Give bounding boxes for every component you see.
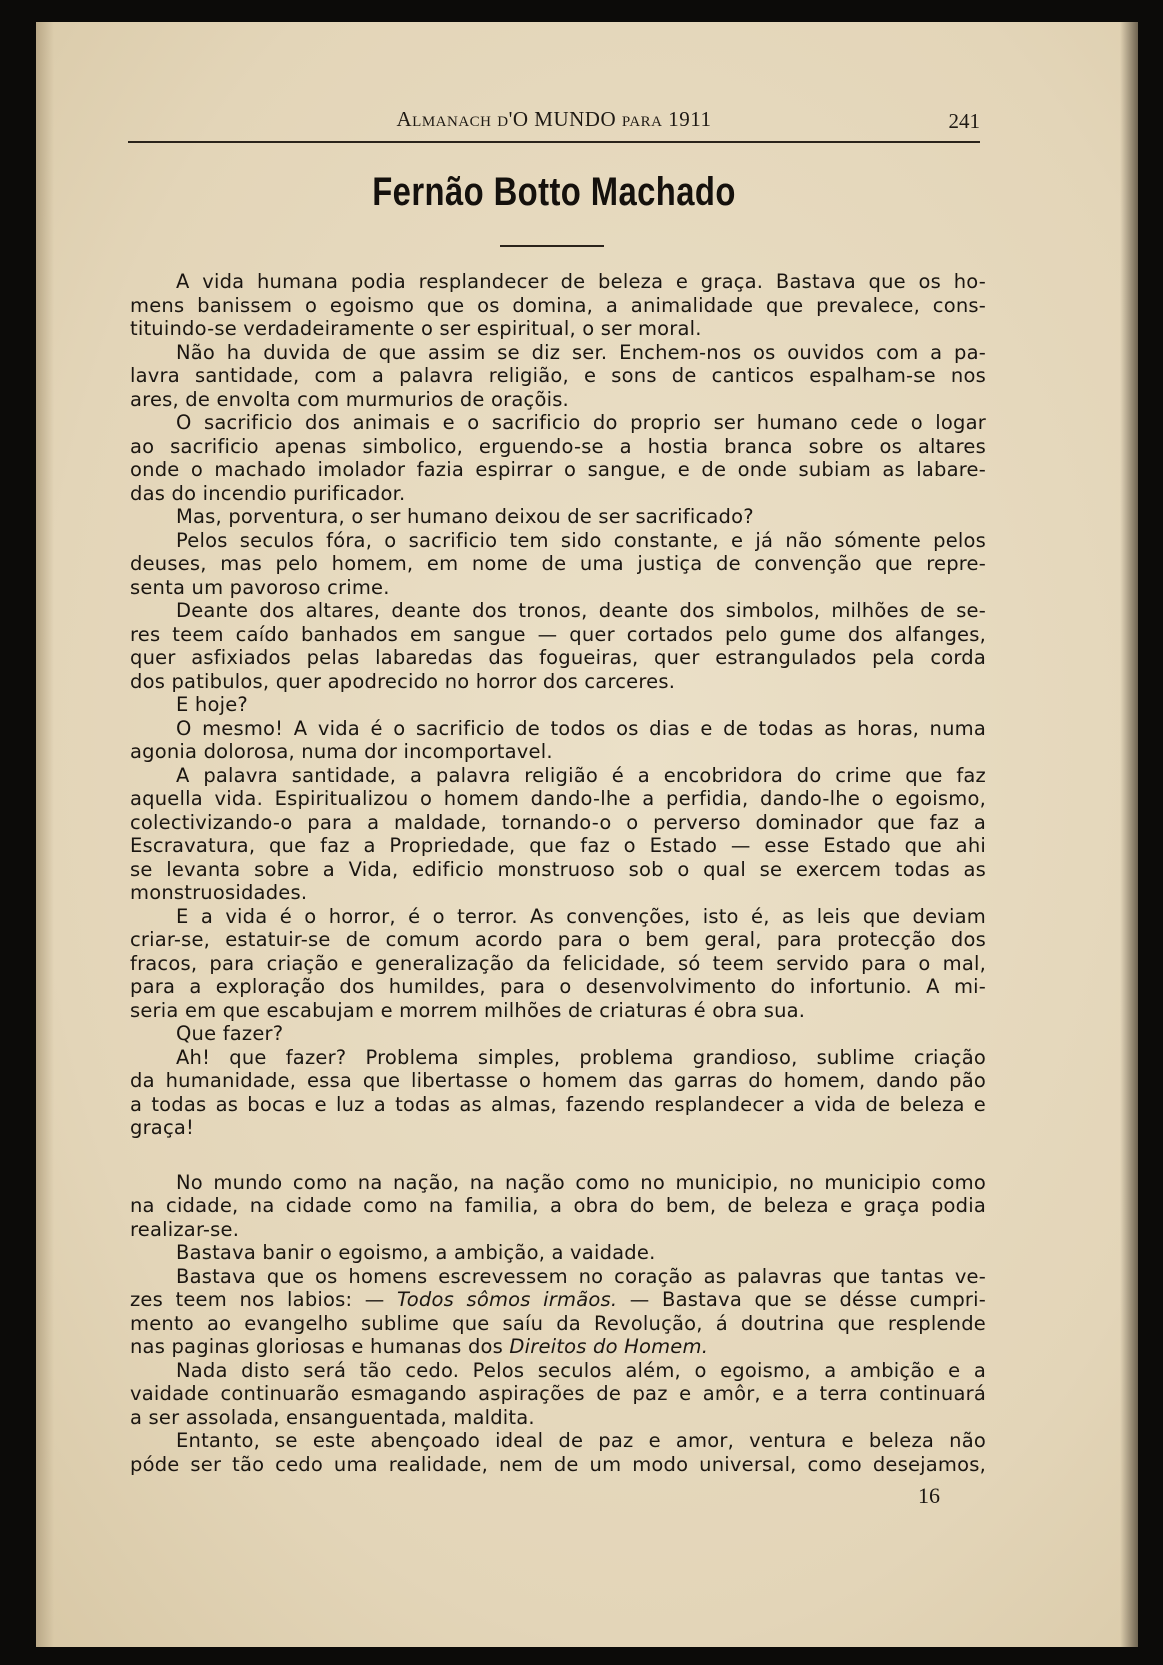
text-line: Nada disto será tão cedo. Pelos seculos além, o egoismo, a ambição e a (176, 1358, 986, 1382)
running-title: Almanach d'O MUNDO para 1911 (396, 107, 712, 131)
text-line: Que fazer? (176, 1022, 284, 1045)
text-line: A vida humana podia resplandecer de beleza e graça. Bastava que os ho- (176, 270, 986, 293)
text-line: onde o machado imolador fazia espirrar o sangue, e de onde subiam as labare- (130, 458, 986, 481)
signature-mark: 16 (918, 1483, 940, 1508)
text-line: da humanidade, essa que libertasse o homem das garras do homem, dando pão (130, 1069, 986, 1092)
text-line: a ser assolada, ensanguentada, maldita. (130, 1405, 535, 1429)
text-line: Entanto, se este abençoado ideal de paz e amor, ventura e beleza não (176, 1429, 986, 1452)
text-line: se levanta sobre a Vida, edificio monstruoso sob o qual se exercem todas as (130, 857, 986, 881)
page-number: 241 (948, 109, 980, 133)
text-line: E a vida é o horror, é o terror. As convenções, isto é, as leis que deviam (176, 904, 986, 928)
text-line: ares, de envolta com murmurios de oraçõis. (130, 387, 569, 411)
text-run: zes teem nos labios: — (130, 1288, 398, 1311)
text-line: tituindo-se verdadeiramente o ser espiritual, o ser moral. (130, 317, 702, 340)
text-line: seria em que escabujam e morrem milhões de criaturas é obra sua. (130, 998, 806, 1022)
text-line: monstruosidades. (130, 881, 308, 904)
text-line: Escravatura, que faz a Propriedade, que faz o Estado — esse Estado que ahi (130, 834, 986, 857)
text-line: fracos, para criação e generalização da felicidade, só teem servido para o mal, (130, 951, 986, 975)
text-line: Bastava que os homens escrevessem no coração as palavras que tantas ve- (176, 1264, 986, 1288)
text-line: a todas as bocas e luz a todas as almas, fazendo resplandecer a vida de beleza e (130, 1092, 986, 1116)
running-header (128, 107, 980, 137)
article-title: Fernão Botto Machado (372, 170, 736, 214)
text-line: dos patibulos, quer apodrecido no horror dos carceres. (130, 669, 676, 693)
text-line: quer asfixiados pelas labaredas das fogueiras, quer estrangulados pela corda (130, 646, 986, 669)
title-rule (500, 245, 604, 247)
italic-text-run: Direitos do Homem. (509, 1335, 709, 1358)
text-line: A palavra santidade, a palavra religião é a encobridora do crime que faz (176, 763, 986, 787)
text-line: realizar-se. (130, 1217, 240, 1241)
text-line: Deante dos altares, deante dos tronos, deante dos simbolos, milhões de se- (176, 599, 986, 622)
text-line: mens banissem o egoismo que os domina, a animalidade que prevalece, cons- (130, 293, 986, 317)
article-body (130, 270, 986, 1476)
text-line: O mesmo! A vida é o sacrificio de todos os dias e de todas as horas, numa (176, 716, 986, 740)
text-line: graça! (130, 1116, 195, 1139)
text-line: E hoje? (176, 693, 248, 716)
text-line: aquella vida. Espiritualizou o homem dando-lhe a perfidia, dando-lhe o egoismo, (130, 787, 986, 810)
text-line: para a exploração dos humildes, para o desenvolvimento do infortunio. A mi- (130, 975, 986, 998)
page-gutter-shadow (36, 22, 54, 1647)
text-line: póde ser tão cedo uma realidade, nem de um modo universal, como desejamos, (130, 1452, 986, 1476)
text-run: nas paginas gloriosas e humanas dos (130, 1335, 510, 1358)
text-line: deuses, mas pelo homem, em nome de uma justiça de convenção que repre- (130, 552, 986, 575)
paragraph-gap (130, 1140, 986, 1171)
text-line: vaidade continuarão esmagando aspirações de paz e amôr, e a terra continuará (130, 1382, 986, 1405)
header-rule (128, 141, 980, 143)
text-line: agonia dolorosa, numa dor incomportavel. (130, 740, 553, 763)
text-run: — Bastava que se désse cumpri- (617, 1288, 986, 1311)
text-line: No mundo como na nação, na nação como no municipio, no municipio como (176, 1170, 986, 1194)
text-line: Pelos seculos fóra, o sacrificio tem sido constante, e já não sómente pelos (176, 528, 986, 552)
text-line: Mas, porventura, o ser humano deixou de ser sacrificado? (176, 505, 754, 528)
text-line: mento ao evangelho sublime que saíu da Revolução, á doutrina que resplende (130, 1311, 986, 1335)
text-line: Não ha duvida de que assim se diz ser. Enchem-nos os ouvidos com a pa- (176, 340, 986, 364)
text-line-mixed (130, 1288, 986, 1312)
text-line: na cidade, na cidade como na familia, a obra do bem, de beleza e graça podia (130, 1194, 986, 1217)
text-line: res teem caído banhados em sangue — quer cortados pelo gume dos alfanges, (130, 622, 986, 646)
text-line: ao sacrificio apenas simbolico, erguendo-se a hostia branca sobre os altares (130, 434, 986, 458)
text-line: criar-se, estatuir-se de comum acordo para o bem geral, para protecção dos (130, 928, 986, 951)
italic-text-run: Todos sômos irmãos. (397, 1288, 618, 1311)
page-binding-shadow (1120, 22, 1138, 1647)
text-line: colectivizando-o para a maldade, tornando-o o perverso dominador que faz a (130, 810, 986, 834)
text-line: lavra santidade, com a palavra religião, e sons de canticos espalham-se nos (130, 364, 986, 387)
text-line: O sacrificio dos animais e o sacrificio do proprio ser humano cede o logar (176, 411, 986, 434)
text-line: Bastava banir o egoismo, a ambição, a vaidade. (176, 1241, 656, 1264)
text-line: das do incendio purificador. (130, 481, 406, 505)
text-line: senta um pavoroso crime. (130, 575, 390, 599)
text-line: Ah! que fazer? Problema simples, problema grandioso, sublime criação (176, 1045, 986, 1069)
text-line-mixed (130, 1335, 986, 1359)
